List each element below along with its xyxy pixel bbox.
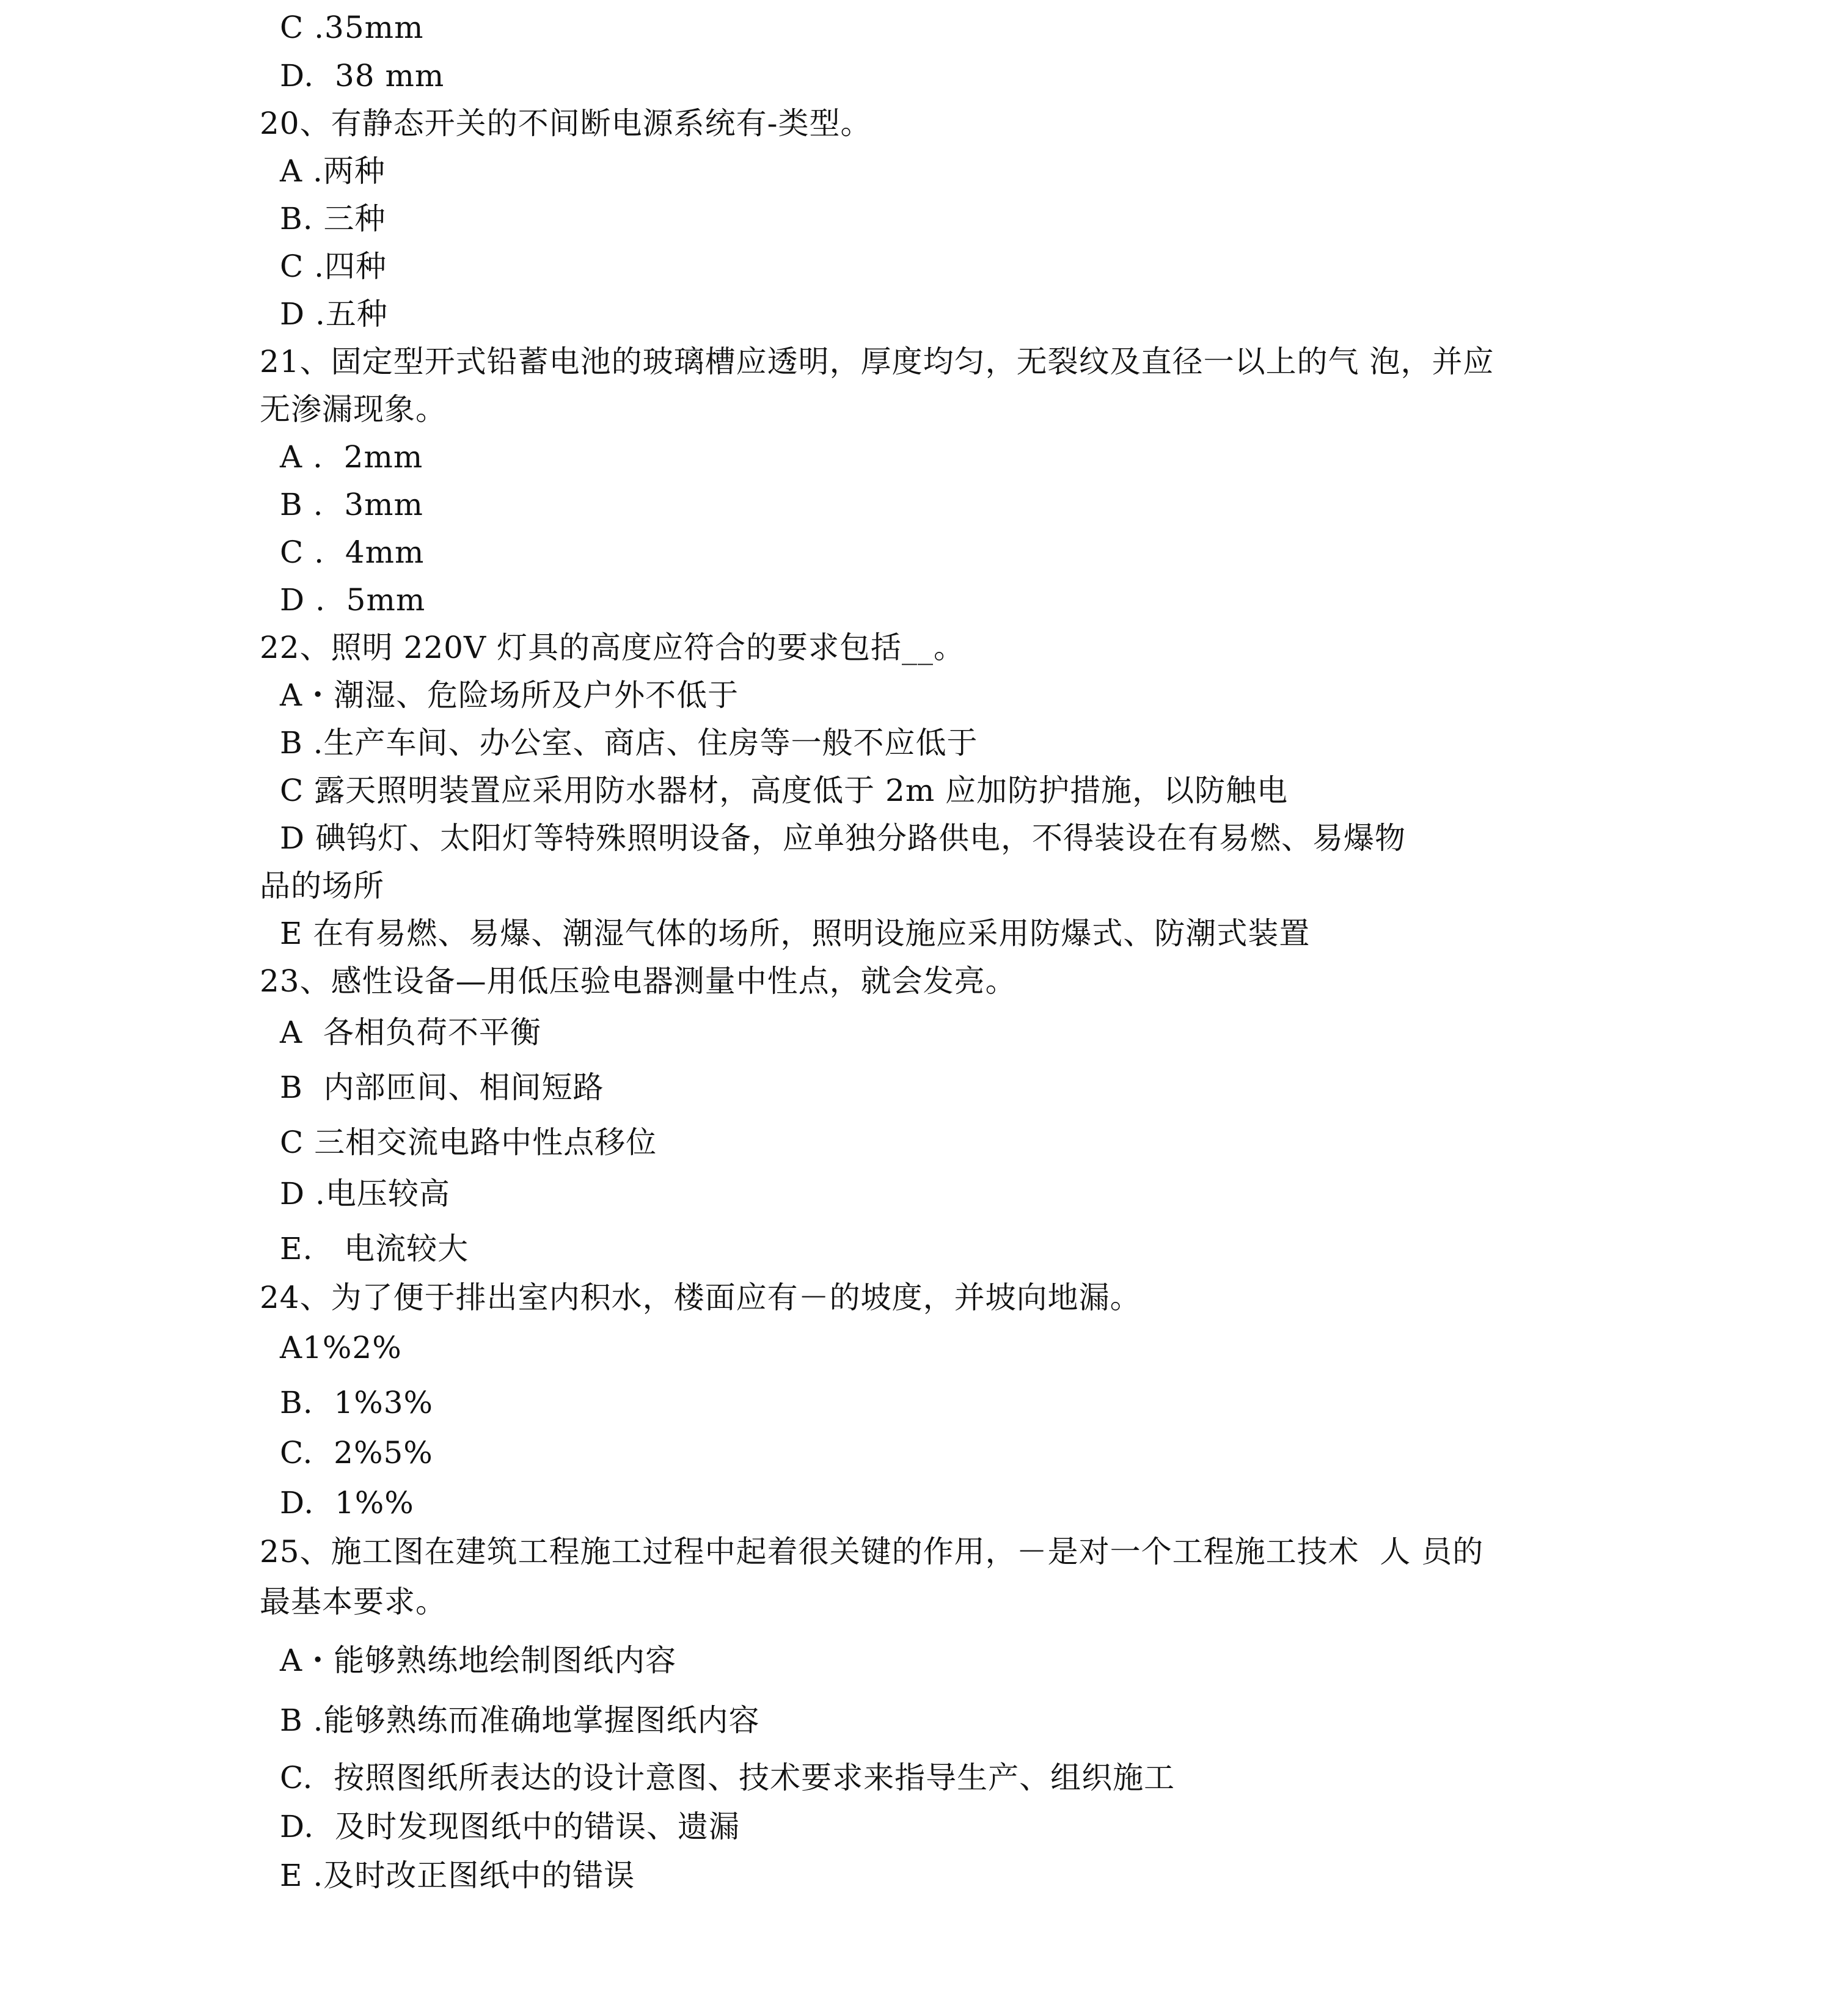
question-line: 21、固定型开式铅蓄电池的玻璃槽应透明，厚度均匀，无裂纹及直径一以上的气 泡，并应 xyxy=(260,344,1494,379)
option-line: B 内部匝间、相间短路 xyxy=(280,1070,604,1105)
option-line: D. 1%% xyxy=(280,1485,414,1521)
option-line: A 各相负荷不平衡 xyxy=(280,1015,541,1050)
option-line: A・能够熟练地绘制图纸内容 xyxy=(280,1643,677,1678)
option-line: C .35mm xyxy=(280,10,424,45)
option-line: D . 5mm xyxy=(280,582,426,618)
option-continuation-line: 品的场所 xyxy=(260,868,384,904)
option-line: D .五种 xyxy=(280,296,388,332)
question-line: 22、照明 220V 灯具的高度应符合的要求包括__。 xyxy=(260,630,965,665)
question-line: 23、感性设备—用低压验电器测量中性点，就会发亮。 xyxy=(260,963,1017,999)
question-continuation-line: 无渗漏现象。 xyxy=(260,392,447,427)
option-line: C 三相交流电路中性点移位 xyxy=(280,1125,657,1160)
option-line: D. 及时发现图纸中的错误、遗漏 xyxy=(280,1809,740,1844)
option-line: A .两种 xyxy=(280,153,386,189)
option-line: C .四种 xyxy=(280,249,387,284)
question-line: 24、为了便于排出室内积水，楼面应有－的坡度，并坡向地漏。 xyxy=(260,1280,1141,1315)
option-line: E 在有易燃、易爆、潮湿气体的场所，照明设施应采用防爆式、防潮式装置 xyxy=(280,916,1311,951)
option-line: D. 38 mm xyxy=(280,58,445,93)
option-line: D .电压较高 xyxy=(280,1176,450,1211)
option-line: B .能够熟练而准确地掌握图纸内容 xyxy=(280,1703,760,1738)
option-line: B .生产车间、办公室、商店、住房等一般不应低于 xyxy=(280,725,978,761)
option-line: B. 三种 xyxy=(280,201,386,236)
option-line: D 碘钨灯、太阳灯等特殊照明设备，应单独分路供电，不得装设在有易燃、易爆物 xyxy=(280,820,1406,856)
option-line: C . 4mm xyxy=(280,535,425,570)
option-line: E. 电流较大 xyxy=(280,1231,469,1266)
option-line: B . 3mm xyxy=(280,487,423,522)
option-line: A1%2% xyxy=(280,1330,402,1365)
option-line: E .及时改正图纸中的错误 xyxy=(280,1858,635,1893)
option-line: C 露天照明装置应采用防水器材，高度低于 2m 应加防护措施，以防触电 xyxy=(280,773,1289,808)
option-line: A・潮湿、危险场所及户外不低于 xyxy=(280,677,739,713)
question-line: 25、施工图在建筑工程施工过程中起着很关键的作用，－是对一个工程施工技术 人 员的 xyxy=(260,1534,1484,1569)
option-line: A . 2mm xyxy=(280,439,423,475)
option-line: B. 1%3% xyxy=(280,1385,434,1420)
option-line: C. 按照图纸所表达的设计意图、技术要求来指导生产、组织施工 xyxy=(280,1760,1176,1795)
question-line: 20、有静态开关的不间断电源系统有-类型。 xyxy=(260,106,872,141)
question-continuation-line: 最基本要求。 xyxy=(260,1584,447,1620)
option-line: C. 2%5% xyxy=(280,1435,433,1470)
